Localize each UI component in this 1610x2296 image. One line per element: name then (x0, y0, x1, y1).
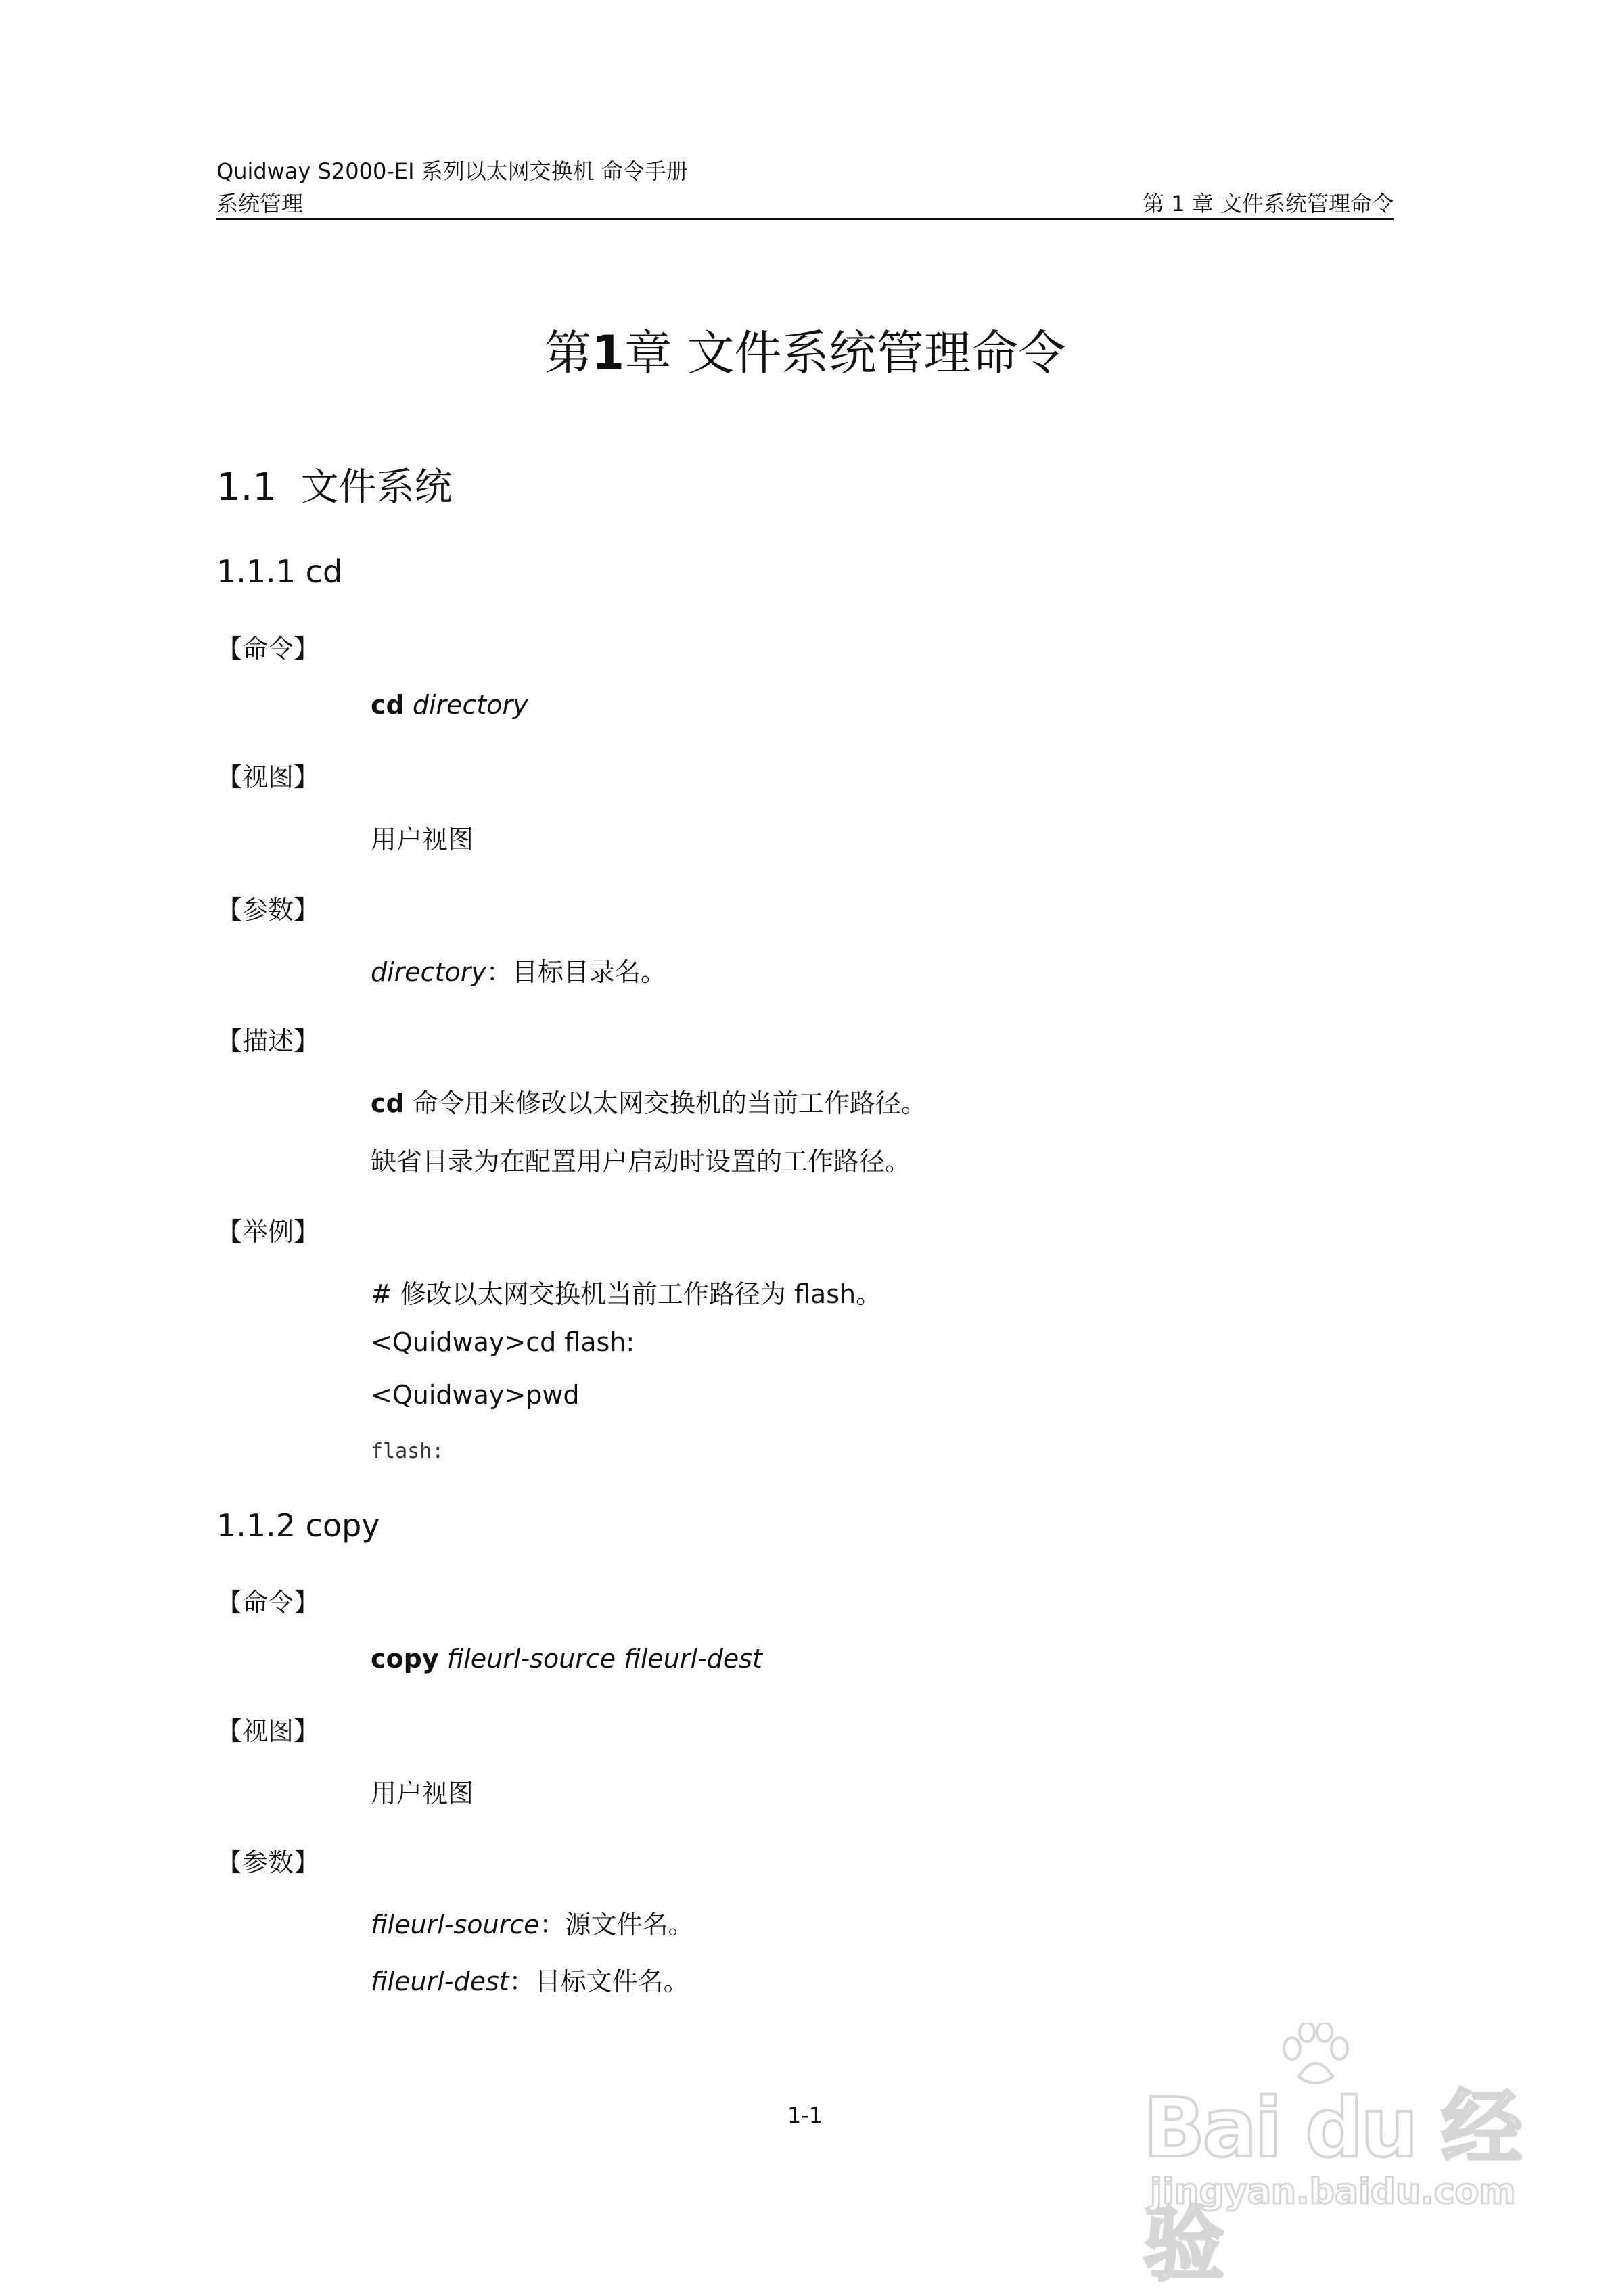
header-chapter: 第 1 章 文件系统管理命令 (1143, 191, 1394, 216)
copy-param-dest-desc: ：目标文件名。 (509, 1967, 689, 1996)
cd-command-label: 【命令】 (216, 634, 320, 664)
chapter-title-number: 1 (591, 325, 625, 381)
copy-param-dest-name: fileurl-dest (371, 1967, 509, 1996)
copy-view-label: 【视图】 (216, 1716, 320, 1746)
subsection-copy-heading: 1.1.2 copy (216, 1507, 380, 1544)
chapter-title (0, 315, 1610, 384)
copy-command-label: 【命令】 (216, 1588, 320, 1617)
header-rule (216, 218, 1394, 220)
chapter-title-prefix: 第 (544, 325, 592, 381)
header-volume: 系统管理 (216, 191, 304, 216)
section-number: 1.1 (216, 465, 277, 509)
cd-command-keyword: cd (371, 690, 405, 720)
cd-param-label: 【参数】 (216, 895, 320, 925)
watermark-url: jingyan.baidu.com (1150, 2172, 1516, 2212)
cd-param-name: directory (371, 957, 486, 987)
copy-param-label: 【参数】 (216, 1847, 320, 1877)
cd-view-text: 用户视图 (371, 825, 474, 854)
copy-param-source-desc: ：源文件名。 (539, 1910, 694, 1939)
copy-command-args: fileurl-source fileurl-dest (446, 1644, 762, 1674)
baidu-jingyan-watermark (1143, 2023, 1522, 2292)
cd-desc-label: 【描述】 (216, 1026, 320, 1056)
cd-param-desc: ：目标目录名。 (486, 957, 666, 987)
copy-command-syntax (371, 1644, 762, 1674)
cd-command-arg: directory (412, 690, 528, 720)
watermark-logo: Bai du 经验 (1143, 2082, 1520, 2292)
chapter-title-suffix: 章 文件系统管理命令 (624, 325, 1066, 381)
section-title: 文件系统 (300, 465, 453, 509)
cd-example-comment: # 修改以太网交换机当前工作路径为 flash。 (371, 1279, 882, 1309)
copy-param-dest (371, 1960, 689, 1998)
cd-example-line1: <Quidway>cd flash: (371, 1327, 635, 1357)
header-manual-title: Quidway S2000-EI 系列以太网交换机 命令手册 (216, 158, 688, 184)
copy-view-text: 用户视图 (371, 1778, 474, 1808)
cd-desc-keyword: cd (371, 1088, 405, 1118)
page-number: 1-1 (787, 2103, 823, 2128)
cd-example-line2: <Quidway>pwd (371, 1380, 580, 1410)
copy-command-keyword: copy (371, 1644, 439, 1674)
cd-example-output: flash: (371, 1440, 444, 1463)
cd-desc-line1 (371, 1082, 927, 1120)
section-heading (216, 457, 453, 511)
copy-param-source (371, 1904, 694, 1941)
cd-command-syntax (371, 690, 528, 720)
cd-desc-rest: 命令用来修改以太网交换机的当前工作路径。 (404, 1088, 927, 1118)
cd-view-label: 【视图】 (216, 762, 320, 792)
cd-desc-line2: 缺省目录为在配置用户启动时设置的工作路径。 (371, 1147, 911, 1176)
copy-param-source-name: fileurl-source (371, 1910, 540, 1939)
cd-param-text (371, 951, 666, 988)
cd-example-label: 【举例】 (216, 1217, 320, 1247)
subsection-cd-heading: 1.1.1 cd (216, 553, 343, 590)
